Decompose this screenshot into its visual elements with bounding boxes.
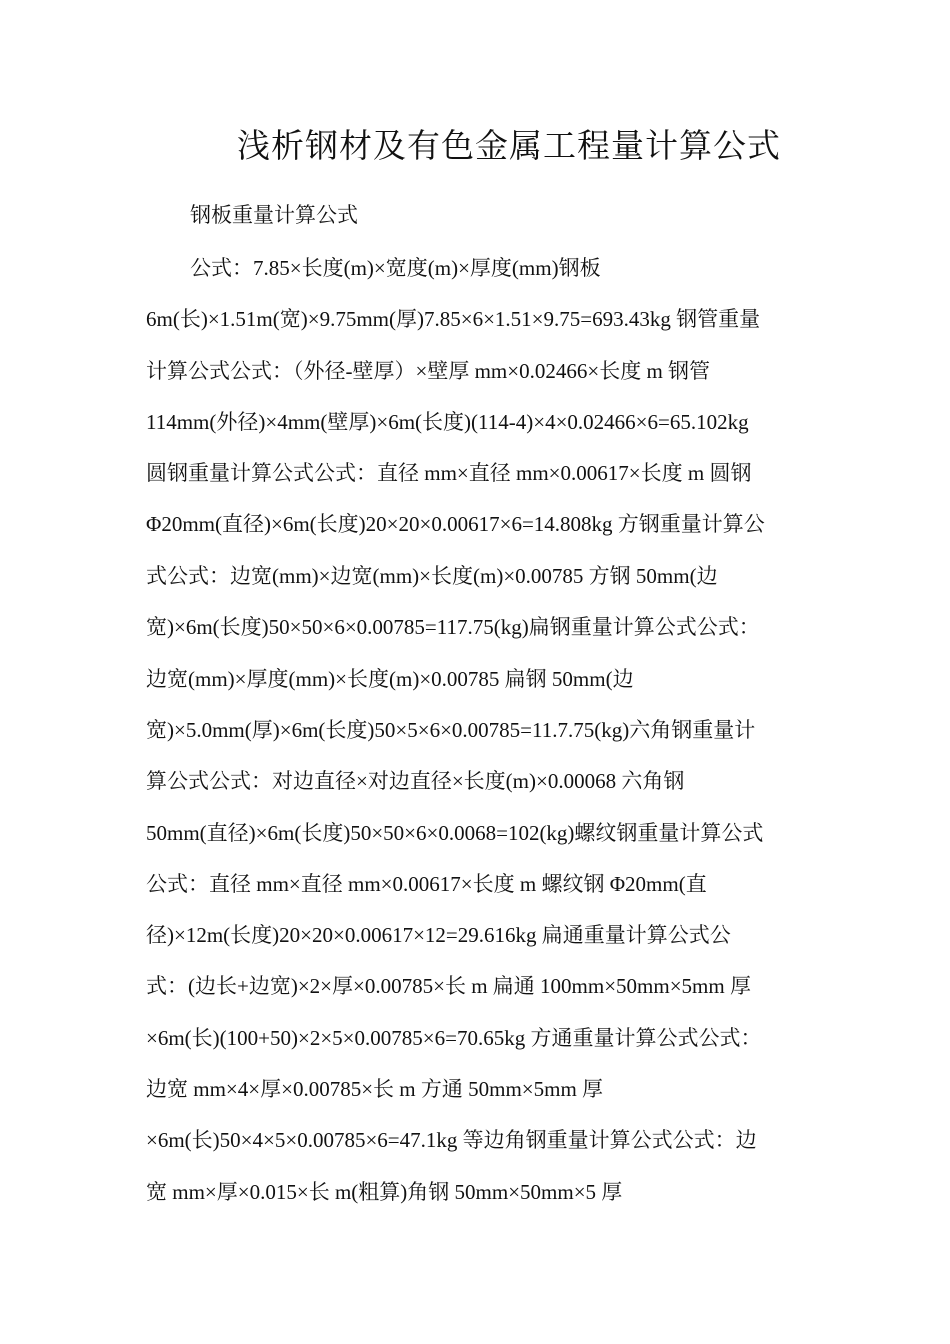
body-line: 公式：7.85×长度(m)×宽度(m)×厚度(mm)钢板 (190, 256, 601, 280)
body-line: 宽 mm×厚×0.015×长 m(粗算)角钢 50mm×50mm×5 厚 (146, 1180, 623, 1204)
body-line: 边宽(mm)×厚度(mm)×长度(m)×0.00785 扁钢 50mm(边 (146, 667, 634, 691)
body-line: 6m(长)×1.51m(宽)×9.75mm(厚)7.85×6×1.51×9.75=693.43kg 钢管重量 (146, 307, 761, 331)
body-line: 50mm(直径)×6m(长度)50×50×6×0.0068=102(kg)螺纹钢重量计算公式 (146, 821, 764, 845)
body-line: ×6m(长)50×4×5×0.00785×6=47.1kg 等边角钢重量计算公式公式：边 (146, 1128, 757, 1152)
body-line: 圆钢重量计算公式公式：直径 mm×直径 mm×0.00617×长度 m 圆钢 (146, 461, 752, 485)
body-line: 式公式：边宽(mm)×边宽(mm)×长度(m)×0.00785 方钢 50mm(边 (146, 564, 718, 588)
body-line: 径)×12m(长度)20×20×0.00617×12=29.616kg 扁通重量计算公式公 (146, 923, 731, 947)
section-heading: 钢板重量计算公式 (190, 203, 358, 227)
body-line: 公式：直径 mm×直径 mm×0.00617×长度 m 螺纹钢 Φ20mm(直 (146, 872, 707, 896)
body-line: 宽)×6m(长度)50×50×6×0.00785=117.75(kg)扁钢重量计算公式公式： (146, 615, 760, 639)
body-line: ×6m(长)(100+50)×2×5×0.00785×6=70.65kg 方通重量计算公式公式： (146, 1026, 762, 1050)
body-line: Φ20mm(直径)×6m(长度)20×20×0.00617×6=14.808kg 方钢重量计算公 (146, 512, 765, 536)
body-line: 边宽 mm×4×厚×0.00785×长 m 方通 50mm×5mm 厚 (146, 1077, 604, 1101)
document-title: 浅析钢材及有色金属工程量计算公式 (237, 129, 781, 165)
body-line: 宽)×5.0mm(厚)×6m(长度)50×5×6×0.00785=11.7.75(kg)六角钢重量计 (146, 718, 756, 742)
body-line: 计算公式公式：（外径-壁厚）×壁厚 mm×0.02466×长度 m 钢管 (146, 359, 711, 383)
body-line: 算公式公式：对边直径×对边直径×长度(m)×0.00068 六角钢 (146, 769, 685, 793)
body-line: 114mm(外径)×4mm(壁厚)×6m(长度)(114-4)×4×0.02466×6=65.102kg (146, 410, 749, 434)
body-line: 式：(边长+边宽)×2×厚×0.00785×长 m 扁通 100mm×50mm×5mm 厚 (146, 974, 751, 998)
